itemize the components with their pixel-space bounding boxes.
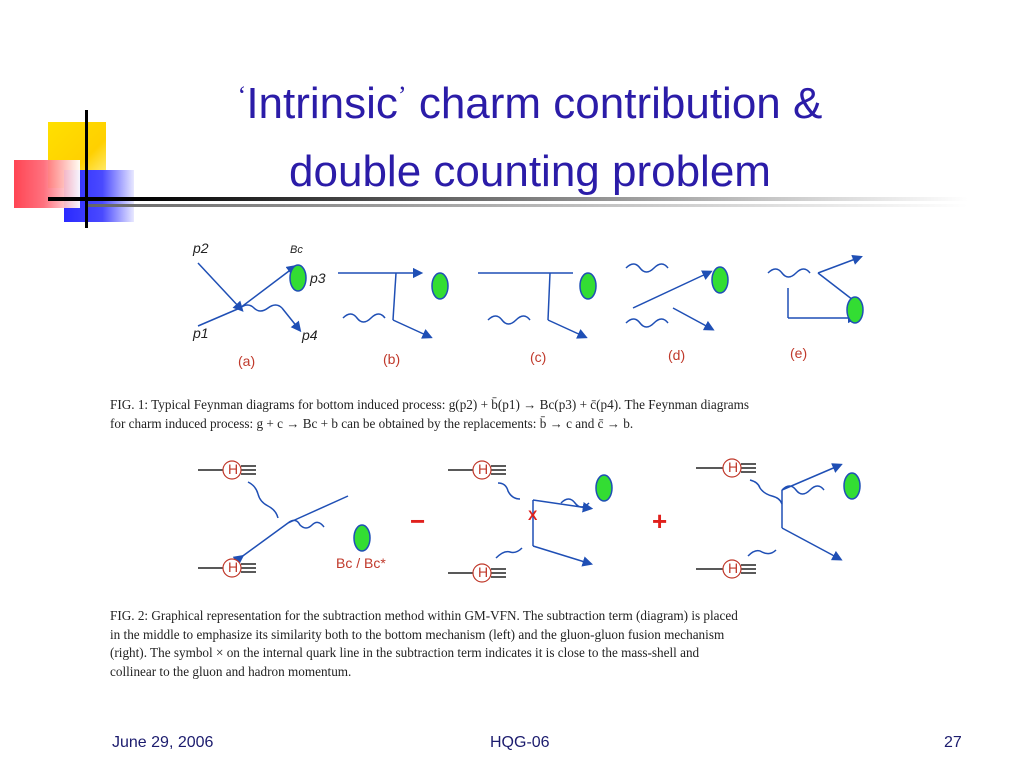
title-close-quote: ’ [397,81,407,110]
hadron-label: H [228,461,239,477]
figure-1-caption-line: for charm induced process: g + c → Bc + b can be obtained by the replacements: b̄ → c and c̄ → b. [110,415,634,431]
fig1-label-p3: p3 [310,270,326,286]
diagram-bottom-mechanism [198,466,348,572]
hadron-label: H [478,564,489,580]
hadron-label: H [728,560,739,576]
cross-symbol: X [528,507,538,523]
panel-label-b: (b) [383,351,401,367]
panel-label-a: (a) [238,353,256,369]
meson-bc-fig2-right [844,473,860,499]
plus-operator: + [652,506,668,536]
meson-bc-fig2-left [354,525,370,551]
decor-vertical-line [85,110,88,228]
diagram-gluon-fusion [696,464,838,573]
slide-title [120,62,940,206]
slide-title-line-1 [120,62,940,138]
panel-label-c: (c) [530,349,547,365]
diagram-c [478,273,583,336]
title-open-quote: ‘ [237,81,247,110]
fig1-label-p4: p4 [302,327,318,343]
diagram-b [338,273,428,336]
diagram-a [198,263,298,328]
hadron-label: H [228,559,239,575]
meson-bc-b [432,273,448,299]
slide-title-line-2: double counting problem [289,147,771,196]
fig1-label-p1: p1 [193,325,209,341]
footer-page-number: 27 [944,734,962,751]
footer-date: June 29, 2006 [112,734,214,751]
figure-2-caption-line: FIG. 2: Graphical representation for the subtraction method within GM-VFN. The subtraction term (diagram) is placed [110,608,738,623]
bc-bcstar-label: Bc / Bc* [336,555,386,571]
panel-label-d: (d) [668,347,686,363]
diagram-subtraction-term [448,466,589,577]
meson-bc-d [712,267,728,293]
hadron-label: H [478,461,489,477]
meson-bc-e [847,297,863,323]
fig1-label-p2: p2 [193,240,209,256]
meson-bc-fig2-middle [596,475,612,501]
title-word-intrinsic: Intrinsic [246,79,398,128]
figure-2-caption [110,607,952,681]
title-line-1-rest: charm contribution & [406,79,823,128]
figure-2-caption-line: in the middle to emphasize its similarity both to the bottom mechanism (left) and the gluon-gluon fusion mechanism [110,626,725,642]
fig1-label-bc: Bc [290,244,303,256]
diagram-e [768,258,858,318]
meson-bc-a [290,265,306,291]
panel-label-e: (e) [790,345,808,361]
figure-1-caption [110,396,952,433]
figure-1-caption-line: FIG. 1: Typical Feynman diagrams for bottom induced process: g(p2) + b̄(p1) → Bc(p3) + c̄(p4). The Feynman diagrams [110,397,749,412]
diagram-d [626,264,710,328]
meson-bc-c [580,273,596,299]
figure-2-caption-line: (right). The symbol × on the internal quark line in the subtraction term indicates it is close to the mass-shell and [110,645,700,660]
hadron-label: H [728,459,739,475]
figure-2-caption-line: collinear to the gluon and hadron momentum. [110,663,352,679]
minus-operator: − [410,506,426,536]
footer-conference: HQG-06 [490,734,550,751]
